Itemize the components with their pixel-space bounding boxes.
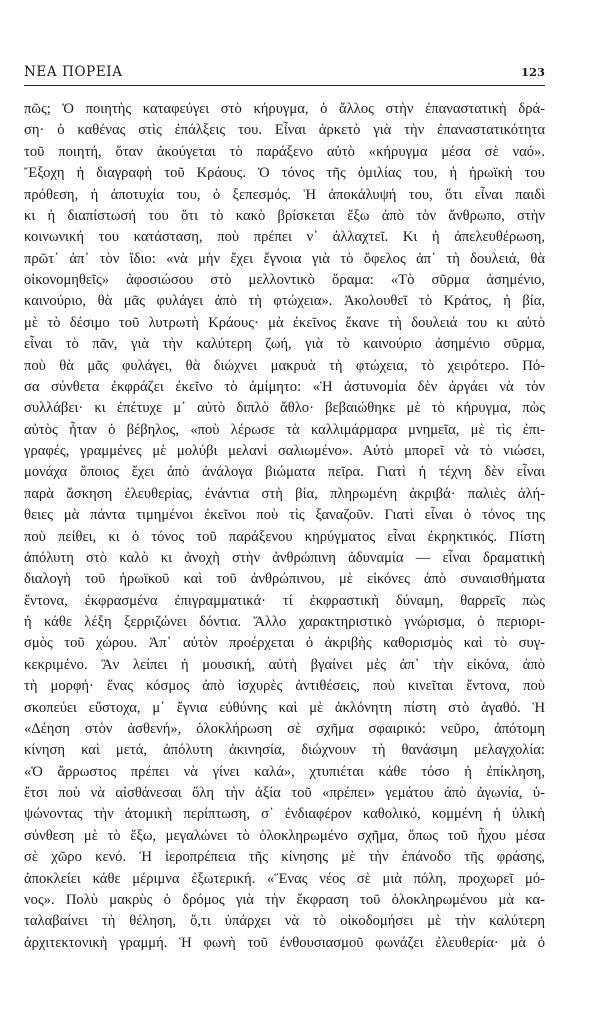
text-line: καινούριο, θὰ μᾶς φυλάγει ἀπὸ τὴ φτώχεια». Ἀκολουθεῖ τὸ Κράτος, ἡ βία, bbox=[24, 293, 545, 310]
text-line: ποὺ πείθει, κι ὁ τόνος τοῦ παράξενου κηρύγματος εἶναι ἐκρηκτικός. Πίστη bbox=[24, 528, 545, 545]
text-line: παρὰ ἄσκηση ἐλευθερίας, ἐνάντια στὴ βία, πληρωμένη ἀκριβά· παλιὲς ἀλή- bbox=[24, 485, 545, 502]
text-line: εἶναι τὸ πᾶν, γιὰ τὴν καλύτερη ζωή, γιὰ τὸ καινούριο ἀσημένιο σῦρμα, bbox=[24, 336, 545, 353]
text-line: ση· ὁ καθένας στὶς ἐπάλξεις του. Εἶναι ἀρκετὸ γιὰ τὴν ἐπαναστατικότητα bbox=[24, 122, 545, 139]
text-line: Ἔξοχη ἡ διαγραφὴ τοῦ Κράους. Ὁ τόνος τῆς ὁμιλίας του, ἡ ἡρωϊκὴ του bbox=[24, 165, 545, 182]
text-line: σύνθεση μὲ τὸ ἔξω, μεγαλώνει τὸ ὁλοκληρωμένο σχῆμα, ὅπως τοῦ ἦχου μέσα bbox=[24, 827, 545, 844]
text-line: ψώνοντας τὴν ἀτομικὴ περίπτωση, σ᾽ ἐνδιαφέρον καθολικό, κομμένη ἡ ὑλικὴ bbox=[24, 806, 545, 823]
text-line: σὲ χῶρο κενό. Ἡ ἱεροπρέπεια τῆς κίνησης μὲ τὴν ἐπάνοδο τῆς φράσης, bbox=[24, 849, 545, 866]
text-line: οἰκονομηθεῖς» ἀφοσιώσου στὸ μελλοντικὸ ὅραμα: «Τὸ σῦρμα ἀσημένιο, bbox=[24, 272, 545, 288]
text-line: σκοπεύει εὔστοχα, μ᾽ ἔγνια εὐθύνης καὶ μὲ ἀκλόνητη πίστη στὸ ἀγαθό. Ἡ bbox=[24, 699, 545, 716]
text-line: πρῶτ᾽ ἀπ᾽ τὸν ἴδιο: «νὰ μὴν ἔχει ἔγνοια γιὰ τὸ ὄφελος ἀπ᾽ τὴ δουλειά, θὰ bbox=[24, 250, 545, 267]
text-line: κίνηση καὶ μετά, ἀπόλυτη ἀκινησία, διώχνουν τὴ θανάσιμη μελαγχολία: bbox=[24, 742, 545, 759]
text-line: νος». Πολὺ μακρὺς ὁ δρόμος γιὰ τὴν ἔκφραση τοῦ ὁλοκληρωμένου μὰ κα- bbox=[24, 891, 545, 908]
text-line: μὲ τὸ δέσιμο τοῦ λυτρωτὴ Κράους· μὰ ἐκεῖνος ἔκανε τὴ δουλειά του κι αὐτὸ bbox=[24, 314, 545, 331]
text-line: σμὸς τοῦ χώρου. Ἀπ᾽ αὐτὸν προέρχεται ὁ ἀκριβὴς καθορισμὸς καὶ τὸ συγ- bbox=[24, 635, 545, 652]
text-line: συλλάβει· κι ἐπέτυχε μ᾽ αὐτὸ διπλὸ ἄθλο· βεβαιώθηκε μὲ τὸ κήρυγμα, πὼς bbox=[24, 400, 545, 417]
text-line: πῶς; Ὁ ποιητὴς καταφεύγει στὸ κήρυγμα, ὁ ἄλλος στὴν ἐπαναστατικὴ δρά- bbox=[24, 101, 545, 117]
running-header bbox=[24, 64, 545, 82]
text-line: «Δέηση στὸν ἀσθενή», ὁλοκλήρωση σὲ σχῆμα σφαιρικό: νεῦρο, ἀπότομη bbox=[24, 720, 545, 737]
text-line: ἀπόλυτη στὸ καλὸ κι ἀνοχὴ στὴν ἀνθρώπινη ἀδυναμία — εἶναι δραματικὴ bbox=[24, 549, 545, 566]
text-line: θειες μὰ πάντα τιμημένοι ἐκεῖνοι ποὺ τὶς ξαναζοῦν. Γιατὶ εἶναι ὁ τόνος της bbox=[24, 507, 545, 524]
text-line: πρόθεση, ἡ ἀποτυχία του, ὁ ξεπεσμός. Ἡ ἀποκάλυψή του, ὅτι εἶναι παιδὶ bbox=[24, 186, 545, 203]
text-line: μονάχα ὅποιος ἔχει ἀπὸ ἀνάλογα βιώματα πεῖρα. Γιατὶ ἡ τέχνη δὲν εἶναι bbox=[24, 464, 545, 481]
text-line: τοῦ ποιητή, ὅταν ἀκούγεται τὸ παράξενο αὐτὸ «κήρυγμα μέσα σὲ ναό». bbox=[24, 143, 545, 160]
text-line: τὴ μορφή· ἕνας κόσμος ἀπὸ ἰσχυρὲς ἀντιθέσεις, ποὺ κινεῖται ἔντονα, ποὺ bbox=[24, 678, 545, 695]
header-rule bbox=[24, 85, 545, 86]
text-line: «Ὁ ἄρρωστος πρέπει νὰ γίνει καλά», χτυπιέται κάθε τόσο ἡ ἐπίκληση, bbox=[24, 763, 545, 780]
text-line: διαλογὴ τοῦ ἡρωϊκοῦ καὶ τοῦ ἀνθρώπινου, μὲ εἰκόνες ἀπὸ συναισθήματα bbox=[24, 571, 545, 588]
text-line: αὐτὸς ἦταν ὁ βέβηλος, «ποὺ λέρωσε τὰ καλλιμάρμαρα μνημεῖα, μὲ τὶς ἐπι- bbox=[24, 421, 545, 438]
text-line: ἀρχιτεκτονικὴ γραμμή. Ἡ φωνὴ τοῦ ἐνθουσιασμοῦ φωνάζει ἐλευθερία· μὰ ὁ bbox=[24, 934, 545, 951]
page-number: 123 bbox=[520, 65, 545, 79]
text-line: ποὺ θὰ μᾶς φυλάγει, θὰ διώχνει μακρυὰ τὴ φτώχεια, τὸ χειρότερο. Πό- bbox=[24, 357, 545, 374]
journal-title: ΝΕΑ ΠΟΡΕΙΑ bbox=[24, 64, 123, 80]
text-line: ἀποκλείει κάθε μέριμνα ἐξωτερική. «Ἕνας νέος σὲ μιὰ πόλη, προχωρεῖ μό- bbox=[24, 870, 545, 887]
body-text bbox=[24, 99, 545, 954]
text-line: κι ἡ διαπίστωσή του ὅτι τὸ κακὸ βρίσκεται ἔξω ἀπὸ τὸν ἄνθρωπο, στὴν bbox=[24, 207, 545, 224]
text-line: κοινωνική του κατάσταση, ποὺ πρέπει ν᾽ ἀλλαχτεῖ. Κι ἡ ἀπελευθέρωση, bbox=[24, 229, 545, 246]
text-line: ἔτσι ποὺ νὰ αἰσθάνεσαι ὅλη τὴν ἀξία τοῦ «πρέπει» γεμάτου ἀπὸ ἀγωνία, ὑ- bbox=[24, 785, 545, 801]
text-line: ἔντονα, ἐκφρασμένα ἐπιγραμματικά· τί ἐκφραστικὴ δύναμη, θαρρεῖς πὼς bbox=[24, 592, 545, 609]
text-line: ταλαβαίνει τὴ θέληση, ὅ,τι ὑπάρχει νὰ τὸ οἰκοδομήσει μὲ τὴν καλύτερη bbox=[24, 913, 545, 930]
text-line: κεκριμένο. Ἂν λείπει ἡ μουσική, αὐτὴ βγαίνει μὲς ἀπ᾽ τὴν εἰκόνα, ἀπὸ bbox=[24, 656, 545, 673]
text-line: ἡ κάθε λέξη ξερριζώνει δόντια. Ἄλλο χαρακτηριστικὸ γνώρισμα, ὁ περιορι- bbox=[24, 614, 545, 630]
text-line: γραφές, γραμμένες μὲ μολύβι μελανὶ σαλιωμένο». Αὐτὸ μπορεῖ νὰ τὸ νιώσει, bbox=[24, 443, 545, 459]
text-line: σα σύνθετα ἐκφράζει ἐκεῖνο τὸ ἀμίμητο: «Ἡ ἀστυνομία δὲν ἀργάει νὰ τὸν bbox=[24, 378, 545, 395]
